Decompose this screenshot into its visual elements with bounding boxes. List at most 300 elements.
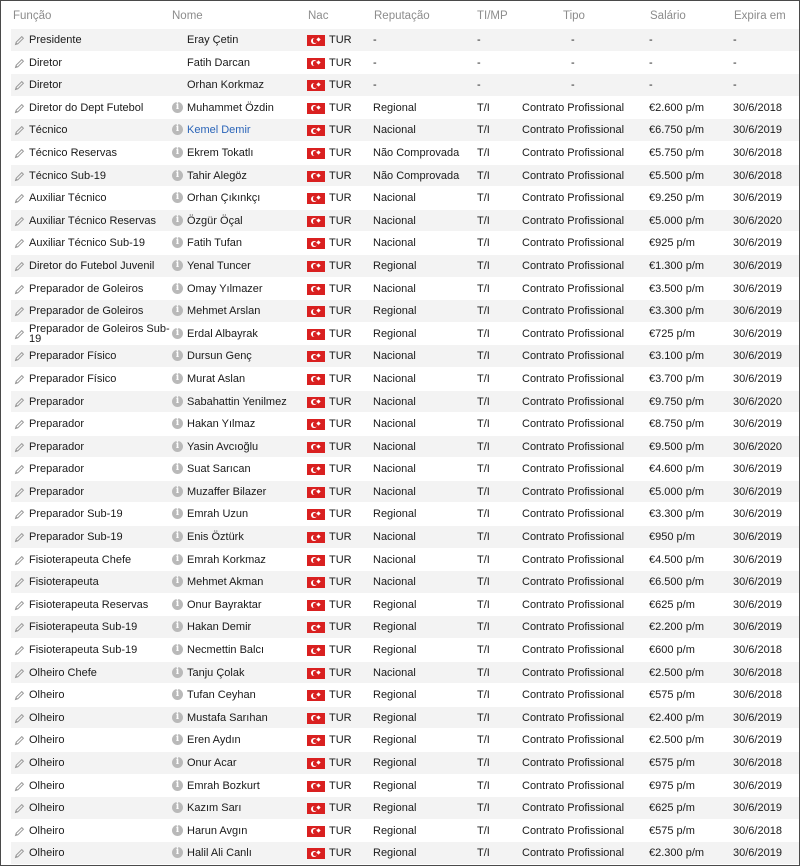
cell-tipo: Contrato Profissional	[522, 169, 625, 182]
cell-nac: TUR	[329, 531, 352, 544]
column-header-expira[interactable]: Expira em	[734, 10, 786, 22]
pencil-icon[interactable]	[14, 193, 25, 204]
cell-timp: T/I	[477, 101, 490, 114]
pencil-icon[interactable]	[14, 735, 25, 746]
cell-timp: T/I	[477, 372, 490, 385]
cell-nac: TUR	[329, 621, 352, 634]
cell-nome[interactable]: Murat Aslan	[187, 372, 246, 385]
cell-timp: T/I	[477, 485, 490, 498]
cell-salario: €3.100 p/m	[649, 350, 705, 363]
cell-reputacao: Nacional	[373, 237, 416, 250]
pencil-icon[interactable]	[14, 351, 25, 362]
pencil-icon[interactable]	[14, 284, 25, 295]
cell-nome[interactable]: Tufan Ceyhan	[187, 689, 256, 702]
pencil-icon[interactable]	[14, 826, 25, 837]
pencil-icon[interactable]	[14, 645, 25, 656]
table-row[interactable]	[11, 752, 799, 775]
info-icon[interactable]: i	[172, 554, 183, 565]
cell-nome[interactable]: Enis Öztürk	[187, 531, 244, 544]
cell-reputacao: Não Comprovada	[373, 146, 460, 159]
column-header-funcao[interactable]: Função	[13, 10, 52, 22]
cell-reputacao: Regional	[373, 847, 417, 860]
cell-salario: €2.400 p/m	[649, 711, 705, 724]
table-row[interactable]	[11, 684, 799, 707]
table-row[interactable]	[11, 707, 799, 730]
cell-expira: 30/6/2019	[733, 282, 782, 295]
pencil-icon[interactable]	[14, 668, 25, 679]
cell-expira: 30/6/2019	[733, 553, 782, 566]
cell-funcao: Diretor	[29, 56, 63, 69]
pencil-icon[interactable]	[14, 713, 25, 724]
cell-nac: TUR	[329, 282, 352, 295]
pencil-icon[interactable]	[14, 35, 25, 46]
table-row[interactable]	[11, 142, 799, 165]
info-icon[interactable]: i	[172, 847, 183, 858]
info-icon[interactable]: i	[172, 305, 183, 316]
cell-nome[interactable]: Yenal Tuncer	[187, 259, 251, 272]
pencil-icon[interactable]	[14, 171, 25, 182]
cell-salario: €725 p/m	[649, 327, 695, 340]
cell-salario: €9.250 p/m	[649, 192, 705, 205]
cell-expira: -	[733, 34, 737, 46]
cell-salario: €3.700 p/m	[649, 372, 705, 385]
cell-salario: €4.500 p/m	[649, 553, 705, 566]
column-header-nome[interactable]: Nome	[172, 10, 203, 22]
cell-reputacao: Regional	[373, 621, 417, 634]
pencil-icon[interactable]	[14, 442, 25, 453]
info-icon[interactable]: i	[172, 576, 183, 587]
cell-salario: €575 p/m	[649, 757, 695, 769]
cell-salario: €9.750 p/m	[649, 395, 705, 408]
pencil-icon[interactable]	[14, 374, 25, 385]
cell-tipo: Contrato Profissional	[522, 666, 625, 679]
info-icon[interactable]: i	[172, 486, 183, 497]
table-row[interactable]	[11, 616, 799, 639]
pencil-icon[interactable]	[14, 125, 25, 136]
cell-salario: €5.500 p/m	[649, 169, 705, 182]
table-row[interactable]	[11, 436, 799, 459]
pencil-icon[interactable]	[14, 532, 25, 543]
cell-expira: 30/6/2019	[733, 802, 782, 815]
cell-reputacao: Nacional	[373, 418, 416, 431]
table-row[interactable]	[11, 797, 799, 820]
turkey-flag-icon	[307, 555, 325, 566]
turkey-flag-icon	[307, 374, 325, 385]
cell-expira: 30/6/2018	[733, 666, 782, 679]
cell-nome[interactable]: Mehmet Akman	[187, 576, 264, 589]
cell-nome[interactable]: Kazım Sarı	[187, 802, 242, 815]
turkey-flag-icon	[307, 577, 325, 588]
cell-nac: TUR	[329, 79, 352, 92]
cell-nome[interactable]: Yasin Avcıoğlu	[187, 440, 259, 453]
cell-nome[interactable]: Fatih Tufan	[187, 237, 243, 250]
cell-salario: €975 p/m	[649, 779, 695, 792]
cell-nome[interactable]: Muhammet Özdin	[187, 101, 274, 114]
cell-tipo: Contrato Profissional	[522, 598, 625, 611]
cell-nome[interactable]: Kemel Demir	[187, 124, 251, 137]
cell-timp: T/I	[477, 237, 490, 250]
info-icon[interactable]: i	[172, 644, 183, 655]
cell-expira: 30/6/2019	[733, 576, 782, 589]
cell-reputacao: -	[373, 34, 377, 46]
cell-nome[interactable]: Özgür Öçal	[187, 214, 243, 227]
table-header	[1, 1, 799, 29]
cell-funcao: Olheiro	[29, 847, 65, 860]
cell-nac: TUR	[329, 146, 352, 159]
turkey-flag-icon	[307, 216, 325, 227]
cell-expira: 30/6/2020	[733, 214, 782, 227]
pencil-icon[interactable]	[14, 261, 25, 272]
cell-funcao: Preparador Sub-19	[29, 508, 123, 521]
cell-tipo: Contrato Profissional	[522, 327, 625, 340]
cell-timp: T/I	[477, 711, 490, 724]
cell-funcao: Técnico Sub-19	[29, 169, 107, 182]
table-row[interactable]	[11, 97, 799, 120]
cell-nac: TUR	[329, 644, 352, 657]
info-icon[interactable]: i	[172, 667, 183, 678]
cell-reputacao: Regional	[373, 305, 417, 318]
table-row[interactable]	[11, 571, 799, 594]
cell-nac: TUR	[329, 824, 352, 837]
table-row[interactable]	[11, 842, 799, 865]
turkey-flag-icon	[307, 238, 325, 249]
table-row[interactable]	[11, 52, 799, 75]
info-icon[interactable]: i	[172, 192, 183, 203]
cell-timp: T/I	[477, 644, 490, 657]
info-icon[interactable]: i	[172, 396, 183, 407]
cell-expira: 30/6/2018	[733, 644, 782, 657]
cell-funcao: Diretor	[29, 79, 63, 92]
cell-nome[interactable]: Fatih Darcan	[187, 56, 250, 69]
cell-nome[interactable]: Omay Yılmazer	[187, 282, 263, 295]
cell-nac: TUR	[329, 485, 352, 498]
cell-reputacao: Regional	[373, 802, 417, 815]
cell-funcao: Fisioterapeuta Reservas	[29, 598, 149, 611]
cell-timp: T/I	[477, 146, 490, 159]
table-row[interactable]	[11, 255, 799, 278]
cell-expira: 30/6/2019	[733, 531, 782, 544]
cell-tipo: Contrato Profissional	[522, 711, 625, 724]
table-row[interactable]	[11, 526, 799, 549]
cell-nome[interactable]: Onur Bayraktar	[187, 598, 262, 611]
table-row[interactable]	[11, 481, 799, 504]
cell-funcao: Preparador de Goleiros	[29, 282, 144, 295]
cell-funcao: Preparador de Goleiros Sub-19	[29, 323, 170, 346]
cell-salario: €9.500 p/m	[649, 440, 705, 453]
cell-reputacao: -	[373, 56, 377, 69]
cell-nome[interactable]: Necmettin Balcı	[187, 644, 265, 657]
cell-salario: €2.200 p/m	[649, 621, 705, 634]
column-header-nac[interactable]: Nac	[308, 10, 329, 22]
cell-expira: -	[733, 56, 737, 69]
cell-nac: TUR	[329, 440, 352, 453]
pencil-icon[interactable]	[14, 329, 25, 340]
info-icon[interactable]: i	[172, 418, 183, 429]
turkey-flag-icon	[307, 532, 325, 543]
cell-salario: €5.000 p/m	[649, 214, 705, 227]
cell-funcao: Fisioterapeuta Sub-19	[29, 644, 138, 657]
cell-nac: TUR	[329, 305, 352, 318]
table-row[interactable]	[11, 323, 799, 346]
cell-nome[interactable]: Hakan Demir	[187, 621, 252, 634]
info-icon[interactable]: i	[172, 373, 183, 384]
pencil-icon[interactable]	[14, 600, 25, 611]
cell-nac: TUR	[329, 192, 352, 205]
cell-timp: T/I	[477, 463, 490, 476]
cell-nome[interactable]: Mustafa Sarıhan	[187, 711, 268, 724]
cell-funcao: Técnico	[29, 124, 68, 137]
cell-expira: 30/6/2019	[733, 124, 782, 137]
cell-nac: TUR	[329, 34, 352, 46]
cell-nome[interactable]: Hakan Yılmaz	[187, 418, 256, 431]
cell-reputacao: Não Comprovada	[373, 169, 460, 182]
info-icon[interactable]: i	[172, 734, 183, 745]
cell-nome[interactable]: Emrah Korkmaz	[187, 553, 266, 566]
pencil-icon[interactable]	[14, 397, 25, 408]
info-icon[interactable]: i	[172, 621, 183, 632]
pencil-icon[interactable]	[14, 464, 25, 475]
cell-tipo: Contrato Profissional	[522, 485, 625, 498]
cell-reputacao: Regional	[373, 327, 417, 340]
cell-nome[interactable]: Emrah Bozkurt	[187, 779, 260, 792]
table-row[interactable]	[11, 503, 799, 526]
cell-tipo: Contrato Profissional	[522, 553, 625, 566]
info-icon[interactable]: i	[172, 170, 183, 181]
table-row[interactable]	[11, 74, 799, 97]
cell-nome[interactable]: Suat Sarıcan	[187, 463, 251, 476]
cell-reputacao: Regional	[373, 779, 417, 792]
table-row[interactable]	[11, 29, 799, 52]
pencil-icon[interactable]	[14, 577, 25, 588]
pencil-icon[interactable]	[14, 238, 25, 249]
cell-nome[interactable]: Dursun Genç	[187, 350, 252, 363]
cell-nome[interactable]: Harun Avgın	[187, 824, 248, 837]
cell-nome[interactable]: Tahir Alegöz	[187, 169, 247, 182]
cell-expira: 30/6/2019	[733, 598, 782, 611]
pencil-icon[interactable]	[14, 690, 25, 701]
info-icon[interactable]: i	[172, 463, 183, 474]
cell-expira: 30/6/2019	[733, 621, 782, 634]
cell-funcao: Preparador	[29, 395, 85, 408]
cell-timp: T/I	[477, 598, 490, 611]
cell-tipo: Contrato Profissional	[522, 192, 625, 205]
table-row[interactable]	[11, 278, 799, 301]
pencil-icon[interactable]	[14, 487, 25, 498]
table-row[interactable]	[11, 820, 799, 843]
cell-tipo: Contrato Profissional	[522, 576, 625, 589]
pencil-icon[interactable]	[14, 622, 25, 633]
info-icon[interactable]: i	[172, 328, 183, 339]
cell-nome[interactable]: Orhan Korkmaz	[187, 79, 265, 92]
cell-salario: €3.300 p/m	[649, 508, 705, 521]
cell-expira: 30/6/2018	[733, 757, 782, 769]
turkey-flag-icon	[307, 803, 325, 814]
cell-salario: €625 p/m	[649, 802, 695, 815]
table-row[interactable]	[11, 391, 799, 414]
cell-nac: TUR	[329, 734, 352, 747]
table-row[interactable]	[11, 232, 799, 255]
cell-reputacao: Nacional	[373, 463, 416, 476]
table-row[interactable]	[11, 210, 799, 233]
info-icon[interactable]: i	[172, 124, 183, 135]
info-icon[interactable]: i	[172, 237, 183, 248]
cell-tipo: Contrato Profissional	[522, 757, 625, 769]
table-row[interactable]	[11, 729, 799, 752]
table-row[interactable]	[11, 300, 799, 323]
cell-tipo: Contrato Profissional	[522, 531, 625, 544]
turkey-flag-icon	[307, 103, 325, 114]
cell-timp: T/I	[477, 689, 490, 702]
cell-nome[interactable]: Orhan Çıkınkçı	[187, 192, 261, 205]
cell-nome[interactable]: Emrah Uzun	[187, 508, 249, 521]
table-body	[11, 29, 799, 865]
cell-salario: €625 p/m	[649, 598, 695, 611]
pencil-icon[interactable]	[14, 216, 25, 227]
cell-timp: T/I	[477, 214, 490, 227]
turkey-flag-icon	[307, 351, 325, 362]
cell-funcao: Fisioterapeuta	[29, 576, 99, 589]
info-icon[interactable]: i	[172, 283, 183, 294]
column-header-salario[interactable]: Salário	[650, 10, 686, 22]
cell-nome[interactable]: Eray Çetin	[187, 34, 239, 46]
cell-expira: 30/6/2019	[733, 259, 782, 272]
pencil-icon[interactable]	[14, 848, 25, 859]
pencil-icon[interactable]	[14, 148, 25, 159]
cell-funcao: Preparador de Goleiros	[29, 305, 144, 318]
turkey-flag-icon	[307, 600, 325, 611]
cell-tipo: Contrato Profissional	[522, 305, 625, 318]
cell-nome[interactable]: Onur Acar	[187, 757, 237, 769]
info-icon[interactable]: i	[172, 712, 183, 723]
pencil-icon[interactable]	[14, 509, 25, 520]
cell-funcao: Auxiliar Técnico Sub-19	[29, 237, 145, 250]
table-row[interactable]	[11, 345, 799, 368]
cell-nome[interactable]: Eren Aydın	[187, 734, 241, 747]
info-icon[interactable]: i	[172, 147, 183, 158]
pencil-icon[interactable]	[14, 758, 25, 769]
info-icon[interactable]: i	[172, 599, 183, 610]
pencil-icon[interactable]	[14, 306, 25, 317]
pencil-icon[interactable]	[14, 803, 25, 814]
cell-tipo: Contrato Profissional	[522, 734, 625, 747]
cell-nac: TUR	[329, 689, 352, 702]
cell-tipo: Contrato Profissional	[522, 621, 625, 634]
cell-nac: TUR	[329, 56, 352, 69]
pencil-icon[interactable]	[14, 103, 25, 114]
column-header-reputacao[interactable]: Reputação	[374, 10, 430, 22]
info-icon[interactable]: i	[172, 441, 183, 452]
cell-expira: 30/6/2018	[733, 689, 782, 702]
turkey-flag-icon	[307, 781, 325, 792]
info-icon[interactable]: i	[172, 215, 183, 226]
pencil-icon[interactable]	[14, 80, 25, 91]
table-row[interactable]	[11, 549, 799, 572]
info-icon[interactable]: i	[172, 780, 183, 791]
table-row[interactable]	[11, 775, 799, 798]
table-row[interactable]	[11, 187, 799, 210]
cell-funcao: Fisioterapeuta Chefe	[29, 553, 132, 566]
table-row[interactable]	[11, 458, 799, 481]
info-icon[interactable]: i	[172, 689, 183, 700]
info-icon[interactable]: i	[172, 757, 183, 768]
cell-nome[interactable]: Tanju Çolak	[187, 666, 245, 679]
info-icon[interactable]: i	[172, 508, 183, 519]
info-icon[interactable]: i	[172, 802, 183, 813]
pencil-icon[interactable]	[14, 555, 25, 566]
info-icon[interactable]: i	[172, 260, 183, 271]
cell-nome[interactable]: Sabahattin Yenilmez	[187, 395, 287, 408]
cell-timp: -	[477, 56, 481, 69]
table-row[interactable]	[11, 662, 799, 685]
cell-nome[interactable]: Erdal Albayrak	[187, 327, 258, 340]
info-icon[interactable]: i	[172, 825, 183, 836]
cell-nac: TUR	[329, 259, 352, 272]
cell-reputacao: Regional	[373, 824, 417, 837]
cell-expira: 30/6/2019	[733, 327, 782, 340]
cell-expira: 30/6/2018	[733, 146, 782, 159]
turkey-flag-icon	[307, 171, 325, 182]
cell-nome[interactable]: Halil Ali Canlı	[187, 847, 252, 860]
cell-salario: €2.500 p/m	[649, 734, 705, 747]
cell-reputacao: Regional	[373, 101, 417, 114]
cell-tipo: Contrato Profissional	[522, 418, 625, 431]
table-row[interactable]	[11, 639, 799, 662]
cell-nome[interactable]: Muzaffer Bilazer	[187, 485, 267, 498]
cell-nac: TUR	[329, 124, 352, 137]
cell-timp: T/I	[477, 259, 490, 272]
cell-funcao: Preparador Físico	[29, 350, 117, 363]
cell-salario: €1.300 p/m	[649, 259, 705, 272]
cell-reputacao: Regional	[373, 734, 417, 747]
cell-nac: TUR	[329, 802, 352, 815]
table-row[interactable]	[11, 165, 799, 188]
cell-timp: T/I	[477, 847, 490, 860]
cell-nome[interactable]: Mehmet Arslan	[187, 305, 261, 318]
cell-nac: TUR	[329, 598, 352, 611]
cell-expira: 30/6/2020	[733, 395, 782, 408]
info-icon[interactable]: i	[172, 350, 183, 361]
cell-funcao: Olheiro	[29, 689, 65, 702]
cell-timp: T/I	[477, 192, 490, 205]
pencil-icon[interactable]	[14, 58, 25, 69]
pencil-icon[interactable]	[14, 781, 25, 792]
cell-salario: €925 p/m	[649, 237, 695, 250]
info-icon[interactable]: i	[172, 531, 183, 542]
table-row[interactable]	[11, 594, 799, 617]
turkey-flag-icon	[307, 329, 325, 340]
cell-nac: TUR	[329, 779, 352, 792]
cell-reputacao: Nacional	[373, 214, 416, 227]
table-row[interactable]	[11, 413, 799, 436]
cell-timp: -	[477, 79, 481, 92]
cell-nac: TUR	[329, 327, 352, 340]
column-header-tipo[interactable]: Tipo	[563, 10, 585, 22]
cell-funcao: Olheiro	[29, 802, 65, 815]
table-row[interactable]	[11, 119, 799, 142]
cell-salario: €3.300 p/m	[649, 305, 705, 318]
info-icon[interactable]: i	[172, 102, 183, 113]
cell-salario: €600 p/m	[649, 644, 695, 657]
pencil-icon[interactable]	[14, 419, 25, 430]
cell-timp: T/I	[477, 418, 490, 431]
table-row[interactable]	[11, 368, 799, 391]
cell-funcao: Auxiliar Técnico Reservas	[29, 214, 156, 227]
column-header-timp[interactable]: TI/MP	[477, 10, 508, 22]
cell-tipo: Contrato Profissional	[522, 689, 625, 702]
cell-funcao: Olheiro Chefe	[29, 666, 97, 679]
cell-nome[interactable]: Ekrem Tokatlı	[187, 146, 254, 159]
cell-salario: €5.750 p/m	[649, 146, 705, 159]
